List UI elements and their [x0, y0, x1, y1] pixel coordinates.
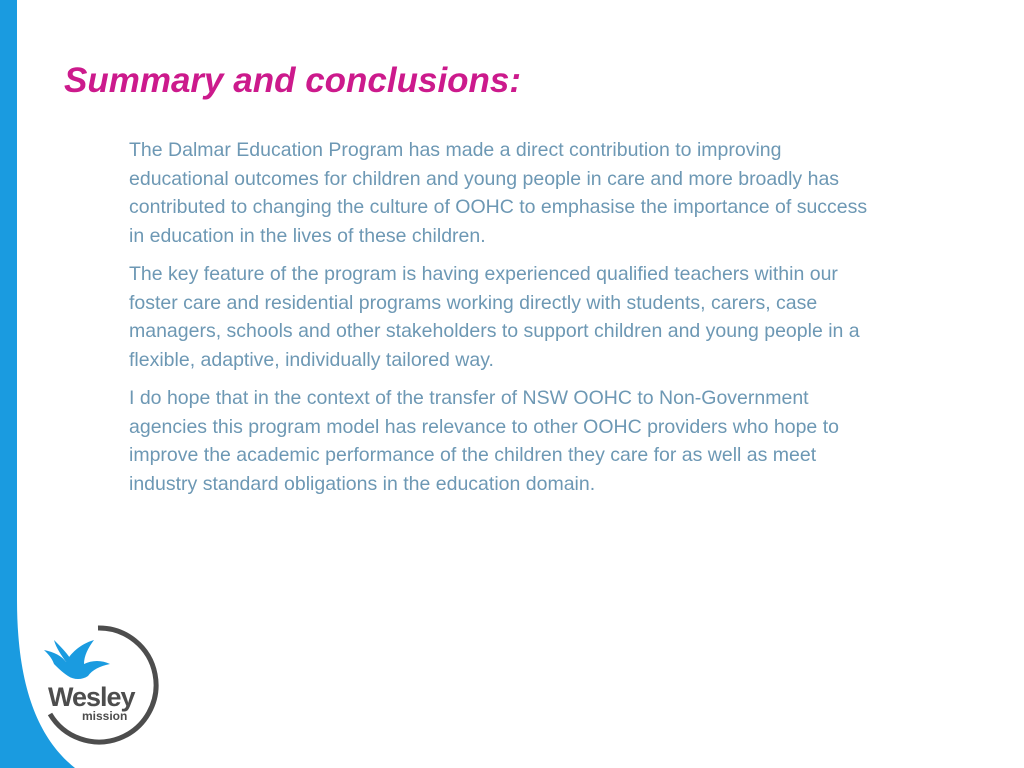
paragraph-1: The Dalmar Education Program has made a direct contribution to improving educational outcomes for children and young people in care and more broadly has contributed to changing the culture of OOHC to emphasise the importance of success in education in the lives of these children. — [129, 139, 868, 247]
slide-body — [129, 136, 874, 508]
logo-name-text: Wesley — [48, 682, 135, 712]
paragraph-3: I do hope that in the context of the transfer of NSW OOHC to Non-Government agencies this program model has relevance to other OOHC providers who hope to improve the academic performance of the children they care for as well as meet industry standard obligations in the education domain. — [129, 387, 839, 495]
slide-title: Summary and conclusions: — [64, 61, 522, 100]
dove-icon — [44, 640, 110, 679]
paragraph-2: The key feature of the program is having experienced qualified teachers within our foster care and residential programs working directly with students, carers, case managers, schools and other stakeholders to support children and young people in a flexible, adaptive, individually tailored way. — [129, 263, 860, 371]
wesley-mission-logo — [36, 622, 170, 748]
logo-sub-text: mission — [82, 709, 128, 723]
